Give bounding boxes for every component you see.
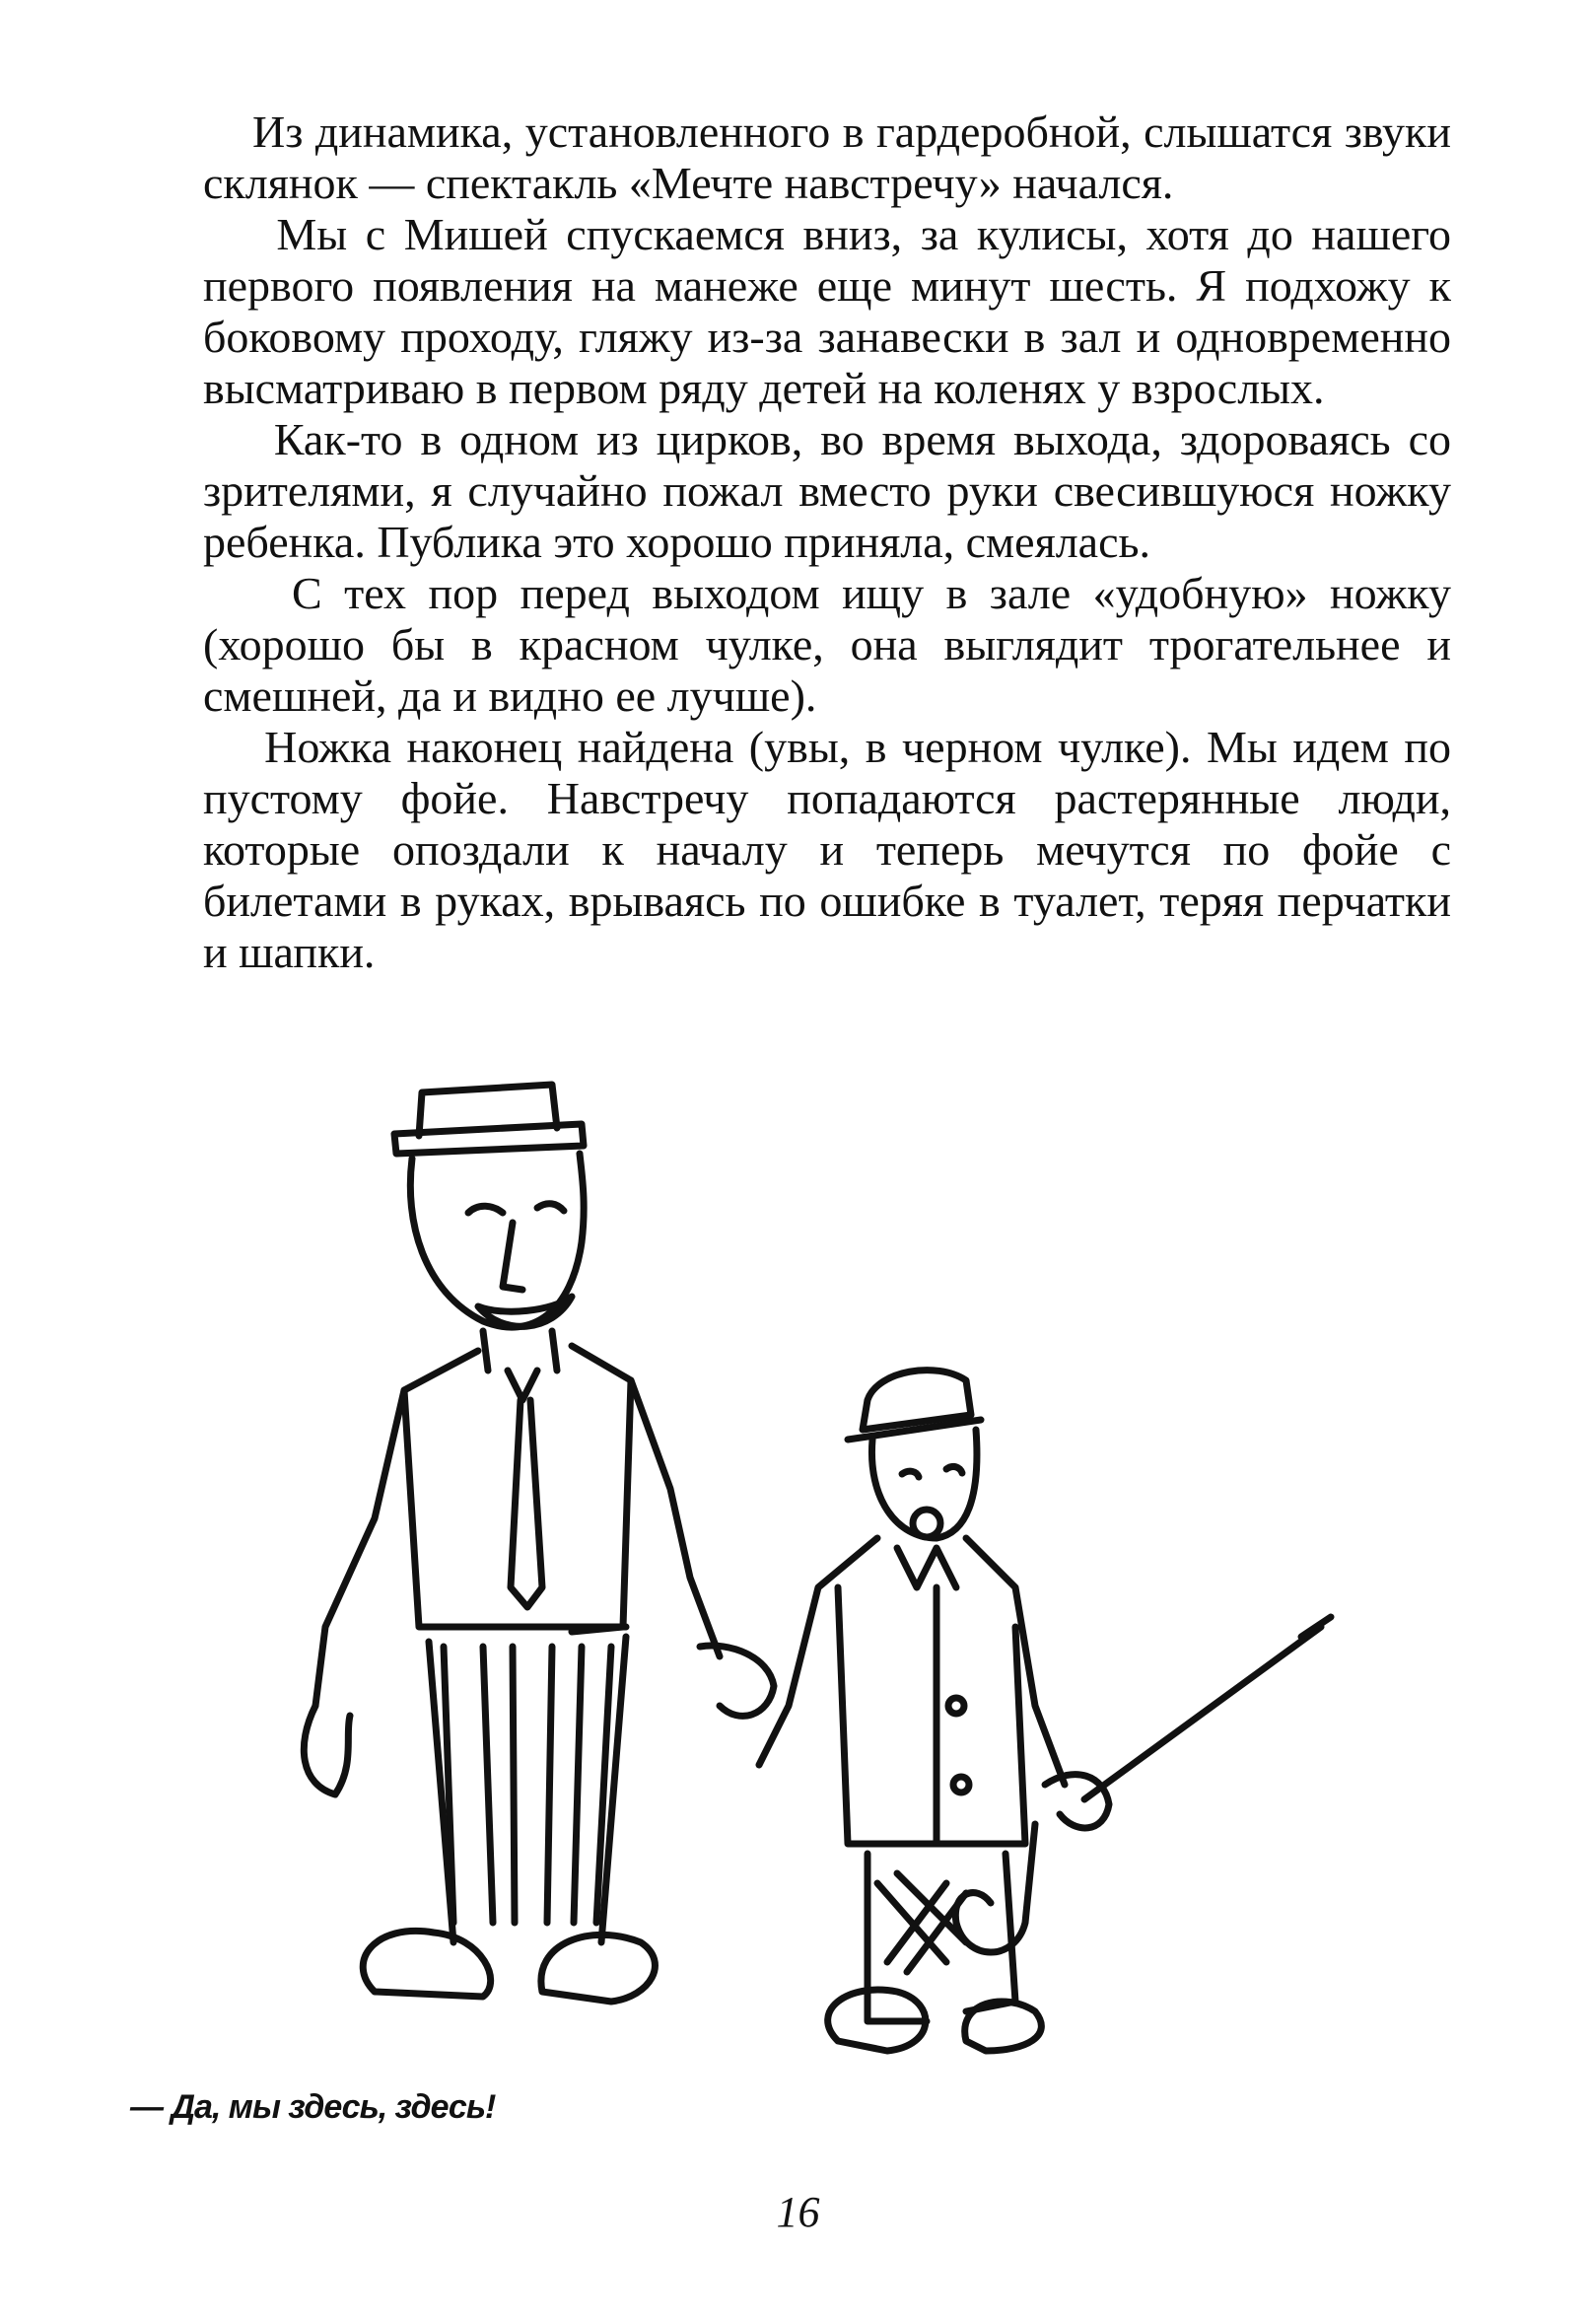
paragraph-2: Мы с Мишей спускаемся вниз, за кулисы, хотя до нашего первого появления на манеже еще минут шесть. Я подхожу к боковому проходу, гляжу из-за занавески в зал и одновременно высматриваю в первом ряду детей на коленях у взрослых. [203,209,1451,413]
paragraph-4: С тех пор перед выходом ищу в зале «удобную» ножку (хорошо бы в красном чулке, она выглядит трогательнее и смешней, да и видно ее лучше). [203,568,1451,721]
body-text [203,106,1451,978]
paragraph-1: Из динамика, установленного в гардеробной, слышатся звуки склянок — спектакль «Мечте навстречу» начался. [203,106,1452,208]
tall-clown-figure [304,1085,774,2002]
paragraph-5: Ножка наконец найдена (увы, в черном чулке). Мы идем по пустому фойе. Навстречу попадаются растерянные люди, которые опоздали к началу и теперь мечутся по фойе с билетами в руках, врываясь по ошибке в туалет, теряя перчатки и шапки. [203,722,1452,977]
illustration-caption: — Да, мы здесь, здесь! [130,2088,496,2126]
clowns-drawing [256,1075,1370,2061]
page-number: 16 [776,2188,820,2236]
small-clown-figure [759,1371,1331,2051]
clown-illustration [256,1075,1370,2061]
paragraph-3: Как-то в одном из цирков, во время выхода, здороваясь со зрителями, я случайно пожал вместо руки свесившуюся ножку ребенка. Публика это хорошо приняла, смеялась. [203,414,1452,567]
